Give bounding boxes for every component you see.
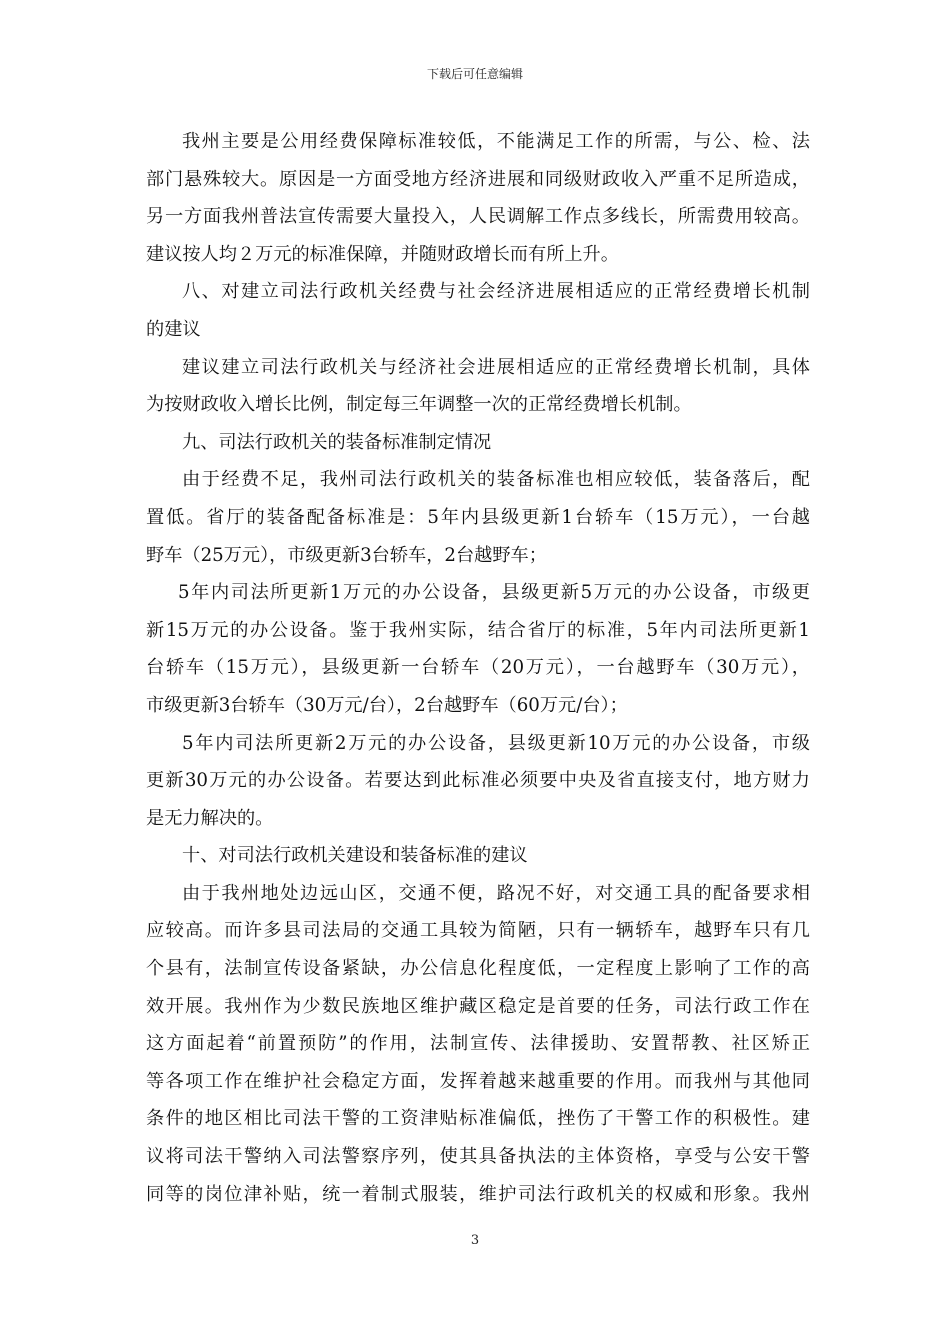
text-line: 议将司法干警纳入司法警察序列，使其具备执法的主体资格，享受与公安干警 (146, 1146, 810, 1168)
page-number: 3 (470, 1233, 480, 1248)
paragraph (146, 461, 810, 574)
paragraph (146, 875, 810, 1213)
text-line: 效开展。我州作为少数民族地区维护藏区稳定是首要的任务，司法行政工作在 (146, 995, 810, 1017)
text-line: 野车（25万元），市级更新3台轿车，2台越野车； (146, 544, 547, 566)
text-line: 为按财政收入增长比例，制定每三年调整一次的正常经费增长机制。 (146, 394, 692, 416)
text-line: 由于我州地处边远山区，交通不便，路况不好，对交通工具的配备要求相 (182, 882, 810, 904)
text-line: 这方面起着“前置预防”的作用，法制宣传、法律援助、安置帮教、社区矫正 (146, 1033, 810, 1055)
text-line: 建议建立司法行政机关与经济社会进展相适应的正常经费增长机制，具体 (182, 356, 810, 378)
text-line: 部门悬殊较大。原因是一方面受地方经济进展和同级财政收入严重不足所造成， (146, 168, 810, 190)
text-line: 5年内司法所更新2万元的办公设备，县级更新10万元的办公设备，市级 (182, 732, 810, 754)
text-line: 新15万元的办公设备。鉴于我州实际，结合省厅的标准，5年内司法所更新1 (146, 619, 810, 641)
page-header (0, 66, 950, 82)
paragraph (146, 574, 810, 724)
text-line: 我州主要是公用经费保障标准较低，不能满足工作的所需，与公、检、法 (182, 131, 810, 152)
text-line: 个县有，法制宣传设备紧缺，办公信息化程度低，一定程度上影响了工作的高 (146, 958, 810, 980)
text-line: 由于经费不足，我州司法行政机关的装备标准也相应较低，装备落后，配 (182, 469, 810, 491)
text-line: 5年内司法所更新1万元的办公设备，县级更新5万元的办公设备，市级更 (178, 582, 810, 604)
text-line: 八、对建立司法行政机关经费与社会经济进展相适应的正常经费增长机制 (182, 281, 810, 303)
section-heading (146, 424, 810, 462)
text-line: 十、对司法行政机关建设和装备标准的建议 (182, 845, 528, 867)
header-text: 下载后可任意编辑 (426, 67, 523, 81)
paragraph (146, 725, 810, 838)
text-line: 市级更新3台轿车（30万元/台），2台越野车（60万元/台）； (146, 694, 628, 716)
page-footer (0, 1233, 950, 1249)
text-line: 条件的地区相比司法干警的工资津贴标准偏低，挫伤了干警工作的积极性。建 (146, 1108, 810, 1130)
text-line: 是无力解决的。 (146, 807, 274, 829)
text-line: 九、司法行政机关的装备标准制定情况 (182, 431, 492, 453)
text-line: 建议按人均２万元的标准保障，并随财政增长而有所上升。 (146, 243, 619, 265)
text-line: 等各项工作在维护社会稳定方面，发挥着越来越重要的作用。而我州与其他同 (146, 1070, 810, 1092)
paragraph (146, 349, 810, 424)
text-line: 更新30万元的办公设备。若要达到此标准必须要中央及省直接支付，地方财力 (146, 770, 810, 792)
text-line: 同等的岗位津补贴，统一着制式服装，维护司法行政机关的权威和形象。我州 (146, 1183, 810, 1205)
text-line: 的建议 (146, 318, 201, 340)
text-line: 置低。省厅的装备配备标准是：5年内县级更新1台轿车（15万元），一台越 (146, 506, 810, 528)
paragraph (146, 123, 810, 273)
document-body (146, 123, 810, 1213)
text-line: 应较高。而许多县司法局的交通工具较为简陋，只有一辆轿车，越野车只有几 (146, 920, 810, 942)
section-heading (146, 837, 810, 875)
section-heading (146, 273, 810, 348)
text-line: 台轿车（15万元），县级更新一台轿车（20万元），一台越野车（30万元）， (146, 657, 810, 679)
text-line: 另一方面我州普法宣传需要大量投入，人民调解工作点多线长，所需费用较高。 (146, 206, 810, 228)
